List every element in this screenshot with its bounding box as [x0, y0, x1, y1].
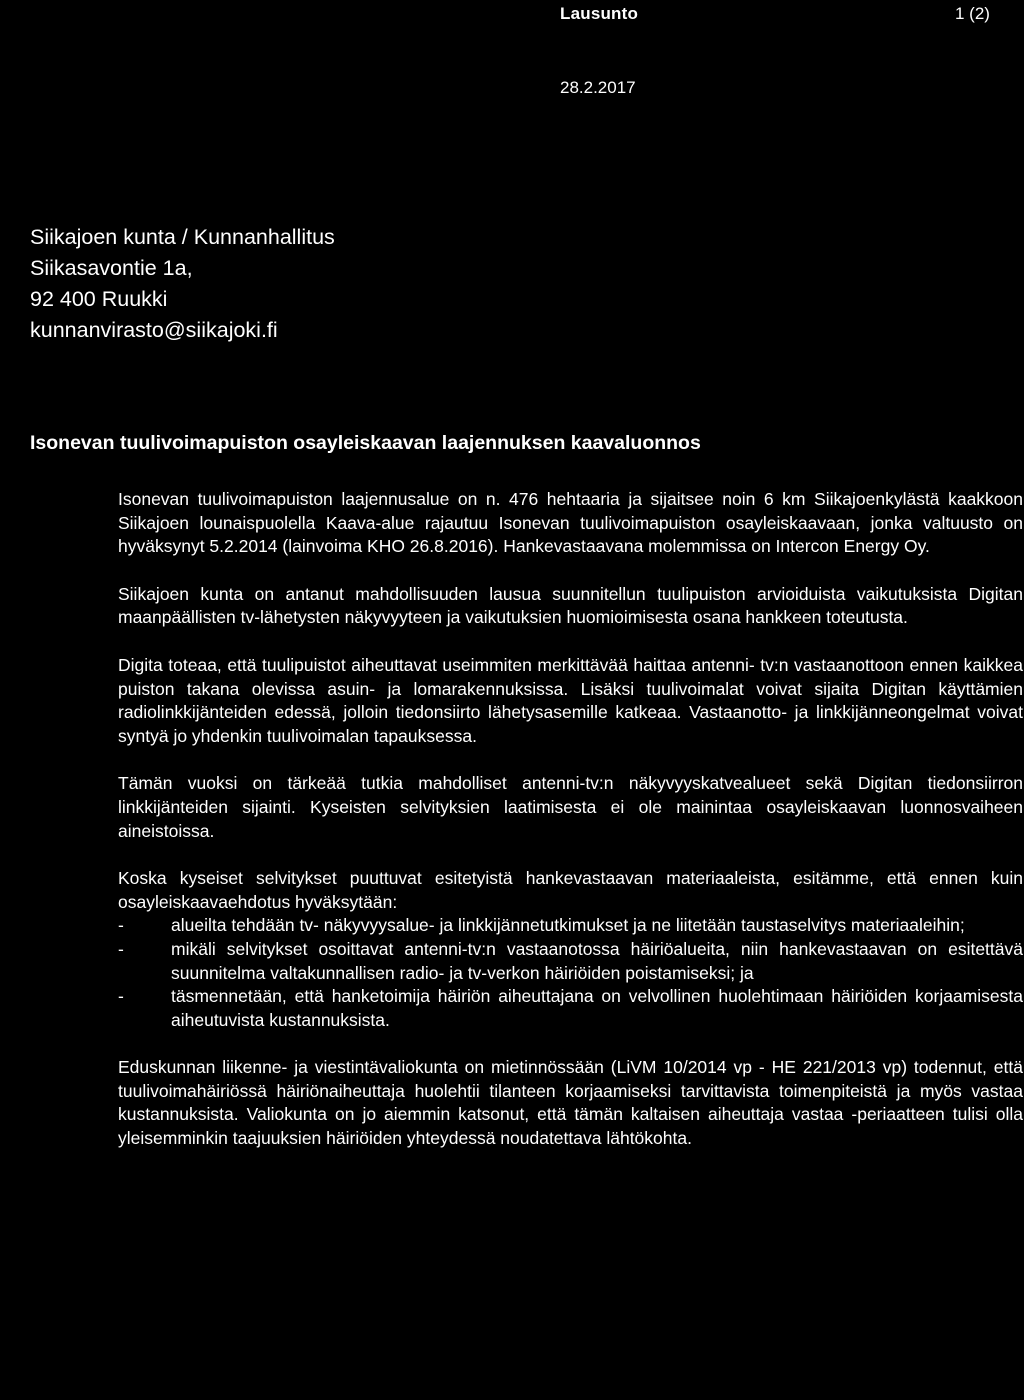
- list-item-text: mikäli selvitykset osoittavat antenni-tv:n vastaanotossa häiriöalueita, niin hankevastaavan on esitettävä suunnitelma valtakunnallisen radio- ja tv-verkon häiriöiden poistamiseksi; ja: [171, 938, 1023, 983]
- list-item-text: täsmennetään, että hanketoimija häiriön aiheuttajana on velvollinen huolehtimaan häiriöiden korjaamisesta aiheutuvista kustannuksista.: [171, 986, 1023, 1030]
- recipient-street: Siikasavontie 1a,: [30, 256, 193, 280]
- document-title: Isonevan tuulivoimapuiston osayleiskaavan laajennuksen kaavaluonnos: [30, 432, 701, 454]
- page-number: 1 (2): [955, 4, 990, 23]
- list-dash: -: [118, 986, 124, 1007]
- paragraph-proposal-intro: Koska kyseiset selvitykset puuttuvat esitetyistä hankevastaavan materiaaleista, esitämme, että ennen kuin osayleiskaavaehdotus hyväksytään:: [118, 868, 1023, 912]
- recipient-address-block: [30, 222, 335, 346]
- proposal-list: [118, 914, 1023, 1032]
- document-type-label: Lausunto: [560, 4, 639, 23]
- list-dash: -: [118, 915, 124, 936]
- paragraph-committee: Eduskunnan liikenne- ja viestintävaliokunta on mietinnössään (LiVM 10/2014 vp - HE 221/2013 vp) todennut, että tuulivoimahäiriössä häiriönaiheuttaja huolehtii tilanteen korjaamiseksi tarvittavista toimenpiteistä ja myös vastaa kustannuksista. Valiokunta on jo aiemmin katsonut, että tämän kaltaisen aiheuttaja vastaa -periaatteen tulisi olla yleisemminkin taajuuksien häiriöiden yhteydessä noudatettava lähtökohta.: [118, 1057, 1023, 1149]
- recipient-email: kunnanvirasto@siikajoki.fi: [30, 318, 278, 342]
- paragraph-importance: Tämän vuoksi on tärkeää tutkia mahdolliset antenni-tv:n näkyvyyskatvealueet sekä Digitan tiedonsiirron linkkijänteiden sijainti. Kyseisten selvityksien laatimisesta ei ole mainintaa osayleiskaavan luonnosvaiheen aineistoissa.: [118, 773, 1023, 841]
- recipient-organization: Siikajoen kunta / Kunnanhallitus: [30, 225, 335, 249]
- list-item-text: alueilta tehdään tv- näkyvyysalue- ja linkkijännetutkimukset ja ne liitetään taustaselvitys materiaaleihin;: [171, 915, 965, 936]
- recipient-postal: 92 400 Ruukki: [30, 287, 168, 311]
- list-dash: -: [118, 938, 124, 959]
- list-item: [118, 938, 1023, 985]
- document-date: 28.2.2017: [560, 78, 636, 97]
- paragraph-project-area: Isonevan tuulivoimapuiston laajennusalue on n. 476 hehtaaria ja sijaitsee noin 6 km Siikajoenkylästä kaakkoon Siikajoen lounaispuolella Kaava-alue rajautuu Isonevan tuulivoimapuiston osayleiskaavaan, jonka valtuusto on hyväksynyt 5.2.2014 (lainvoima KHO 26.8.2016). Hankevastaavana molemmissa on Intercon Energy Oy.: [118, 489, 1023, 557]
- paragraph-opportunity: Siikajoen kunta on antanut mahdollisuuden lausua suunnitellun tuulipuiston arvioiduista vaikutuksista Digitan maanpäällisten tv-lähetysten näkyvyyteen ja vaikutuksien huomioimisesta osana hankkeen toteutusta.: [118, 583, 1023, 628]
- list-item: [118, 914, 1023, 938]
- paragraph-digita-notes: Digita toteaa, että tuulipuistot aiheuttavat useimmiten merkittävää haittaa antenni- tv:n vastaanottoon ennen kaikkea puiston takana olevissa asuin- ja lomarakennuksissa. Lisäksi tuulivoimalat voivat sijaita Digitan käyttämien radiolinkkijänteiden edessä, jolloin tiedonsiirto lähetysasemille katkeaa. Vastaanotto- ja linkkijänneongelmat voivat syntyä jo yhdenkin tuulivoimalan tapauksessa.: [118, 654, 1023, 746]
- list-item: [118, 985, 1023, 1032]
- document-body: [118, 488, 1023, 1175]
